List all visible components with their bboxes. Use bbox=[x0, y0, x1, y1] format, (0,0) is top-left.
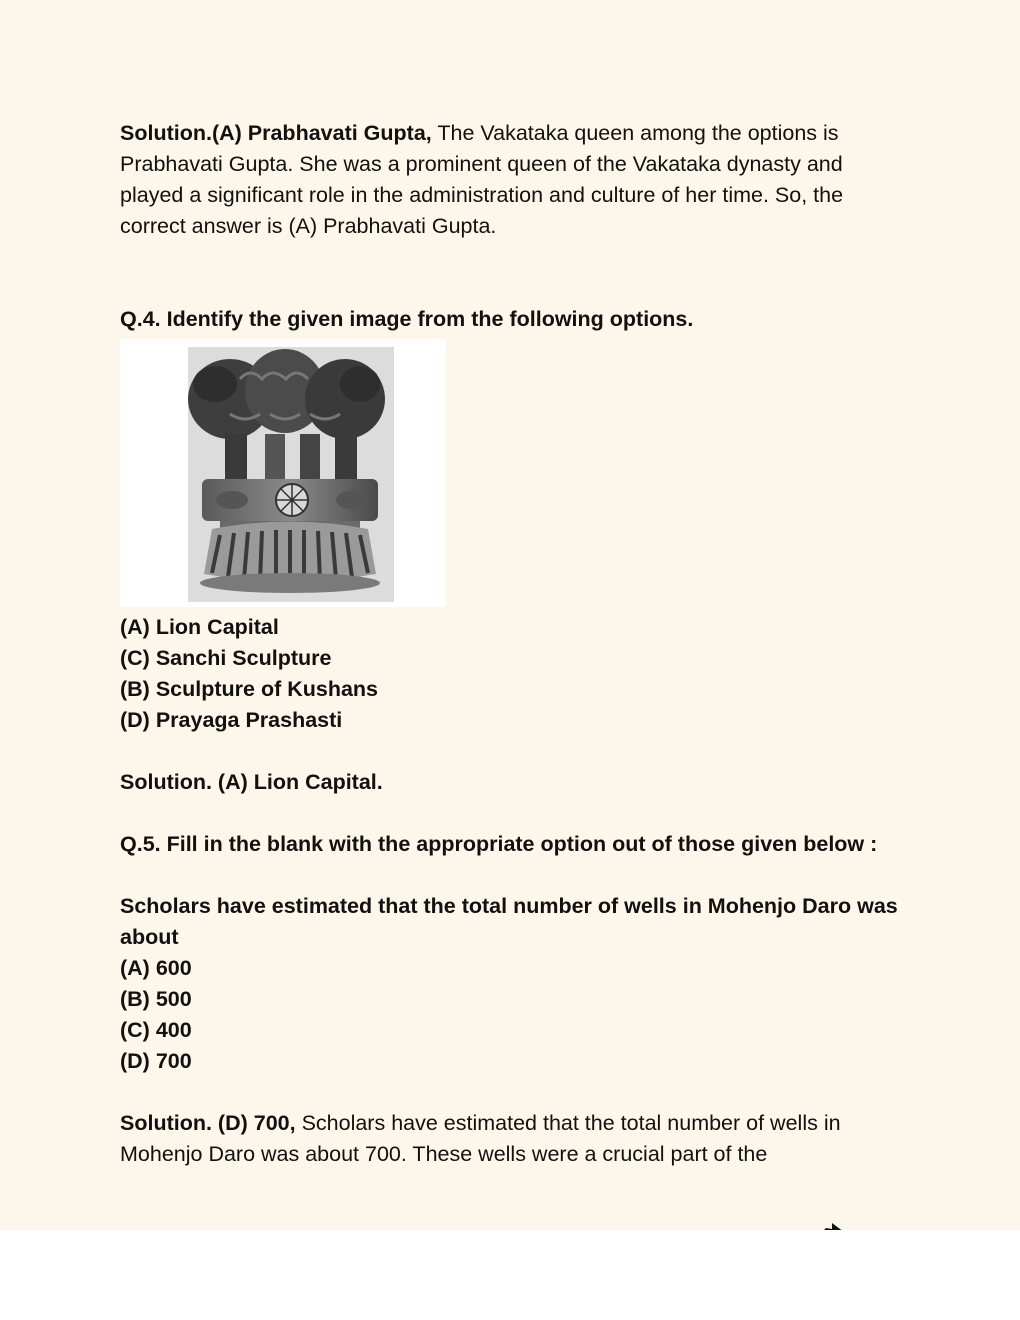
q4-solution: Solution. (A) Lion Capital. bbox=[120, 770, 383, 794]
lion-capital-icon bbox=[120, 339, 446, 607]
q4-option-d: (D) Prayaga Prashasti bbox=[120, 708, 343, 732]
spacer bbox=[120, 798, 900, 829]
q5-solution bbox=[120, 1108, 900, 1170]
q5-option-d: (D) 700 bbox=[120, 1049, 192, 1073]
solution-3-explanation: The Vakataka queen among the options is Prabhavati Gupta. She was a prominent queen of the Vakataka dynasty and played a significant role in the administration and culture of her time. So, the correct answer is (A) Prabhavati Gupta. bbox=[120, 121, 844, 238]
spacer bbox=[120, 736, 900, 767]
cursor-arrow-icon bbox=[820, 1220, 846, 1230]
q5-option-a: (A) 600 bbox=[120, 956, 192, 980]
q5-solution-explanation: Scholars have estimated that the total number of wells in Mohenjo Daro was about 700. These wells were a crucial part of the bbox=[120, 1111, 841, 1166]
q4-option-a: (A) Lion Capital bbox=[120, 615, 279, 639]
page-content bbox=[120, 118, 900, 1170]
solution-3-answer: Solution.(A) Prabhavati Gupta, bbox=[120, 121, 432, 145]
spacer bbox=[120, 860, 900, 891]
q4-option-c: (C) Sanchi Sculpture bbox=[120, 646, 332, 670]
q4-option-b: (B) Sculpture of Kushans bbox=[120, 677, 379, 701]
q5-statement: Scholars have estimated that the total number of wells in Mohenjo Daro was about bbox=[120, 894, 898, 949]
lion-capital-image bbox=[120, 339, 446, 607]
spacer bbox=[120, 242, 900, 304]
q5-solution-answer: Solution. (D) 700, bbox=[120, 1111, 296, 1135]
solution-3 bbox=[120, 118, 900, 242]
q5-option-b: (B) 500 bbox=[120, 987, 192, 1011]
question-4: Q.4. Identify the given image from the following options. bbox=[120, 307, 694, 331]
q5-option-c: (C) 400 bbox=[120, 1018, 192, 1042]
spacer bbox=[120, 1077, 900, 1108]
question-5: Q.5. Fill in the blank with the appropriate option out of those given below : bbox=[120, 832, 878, 856]
